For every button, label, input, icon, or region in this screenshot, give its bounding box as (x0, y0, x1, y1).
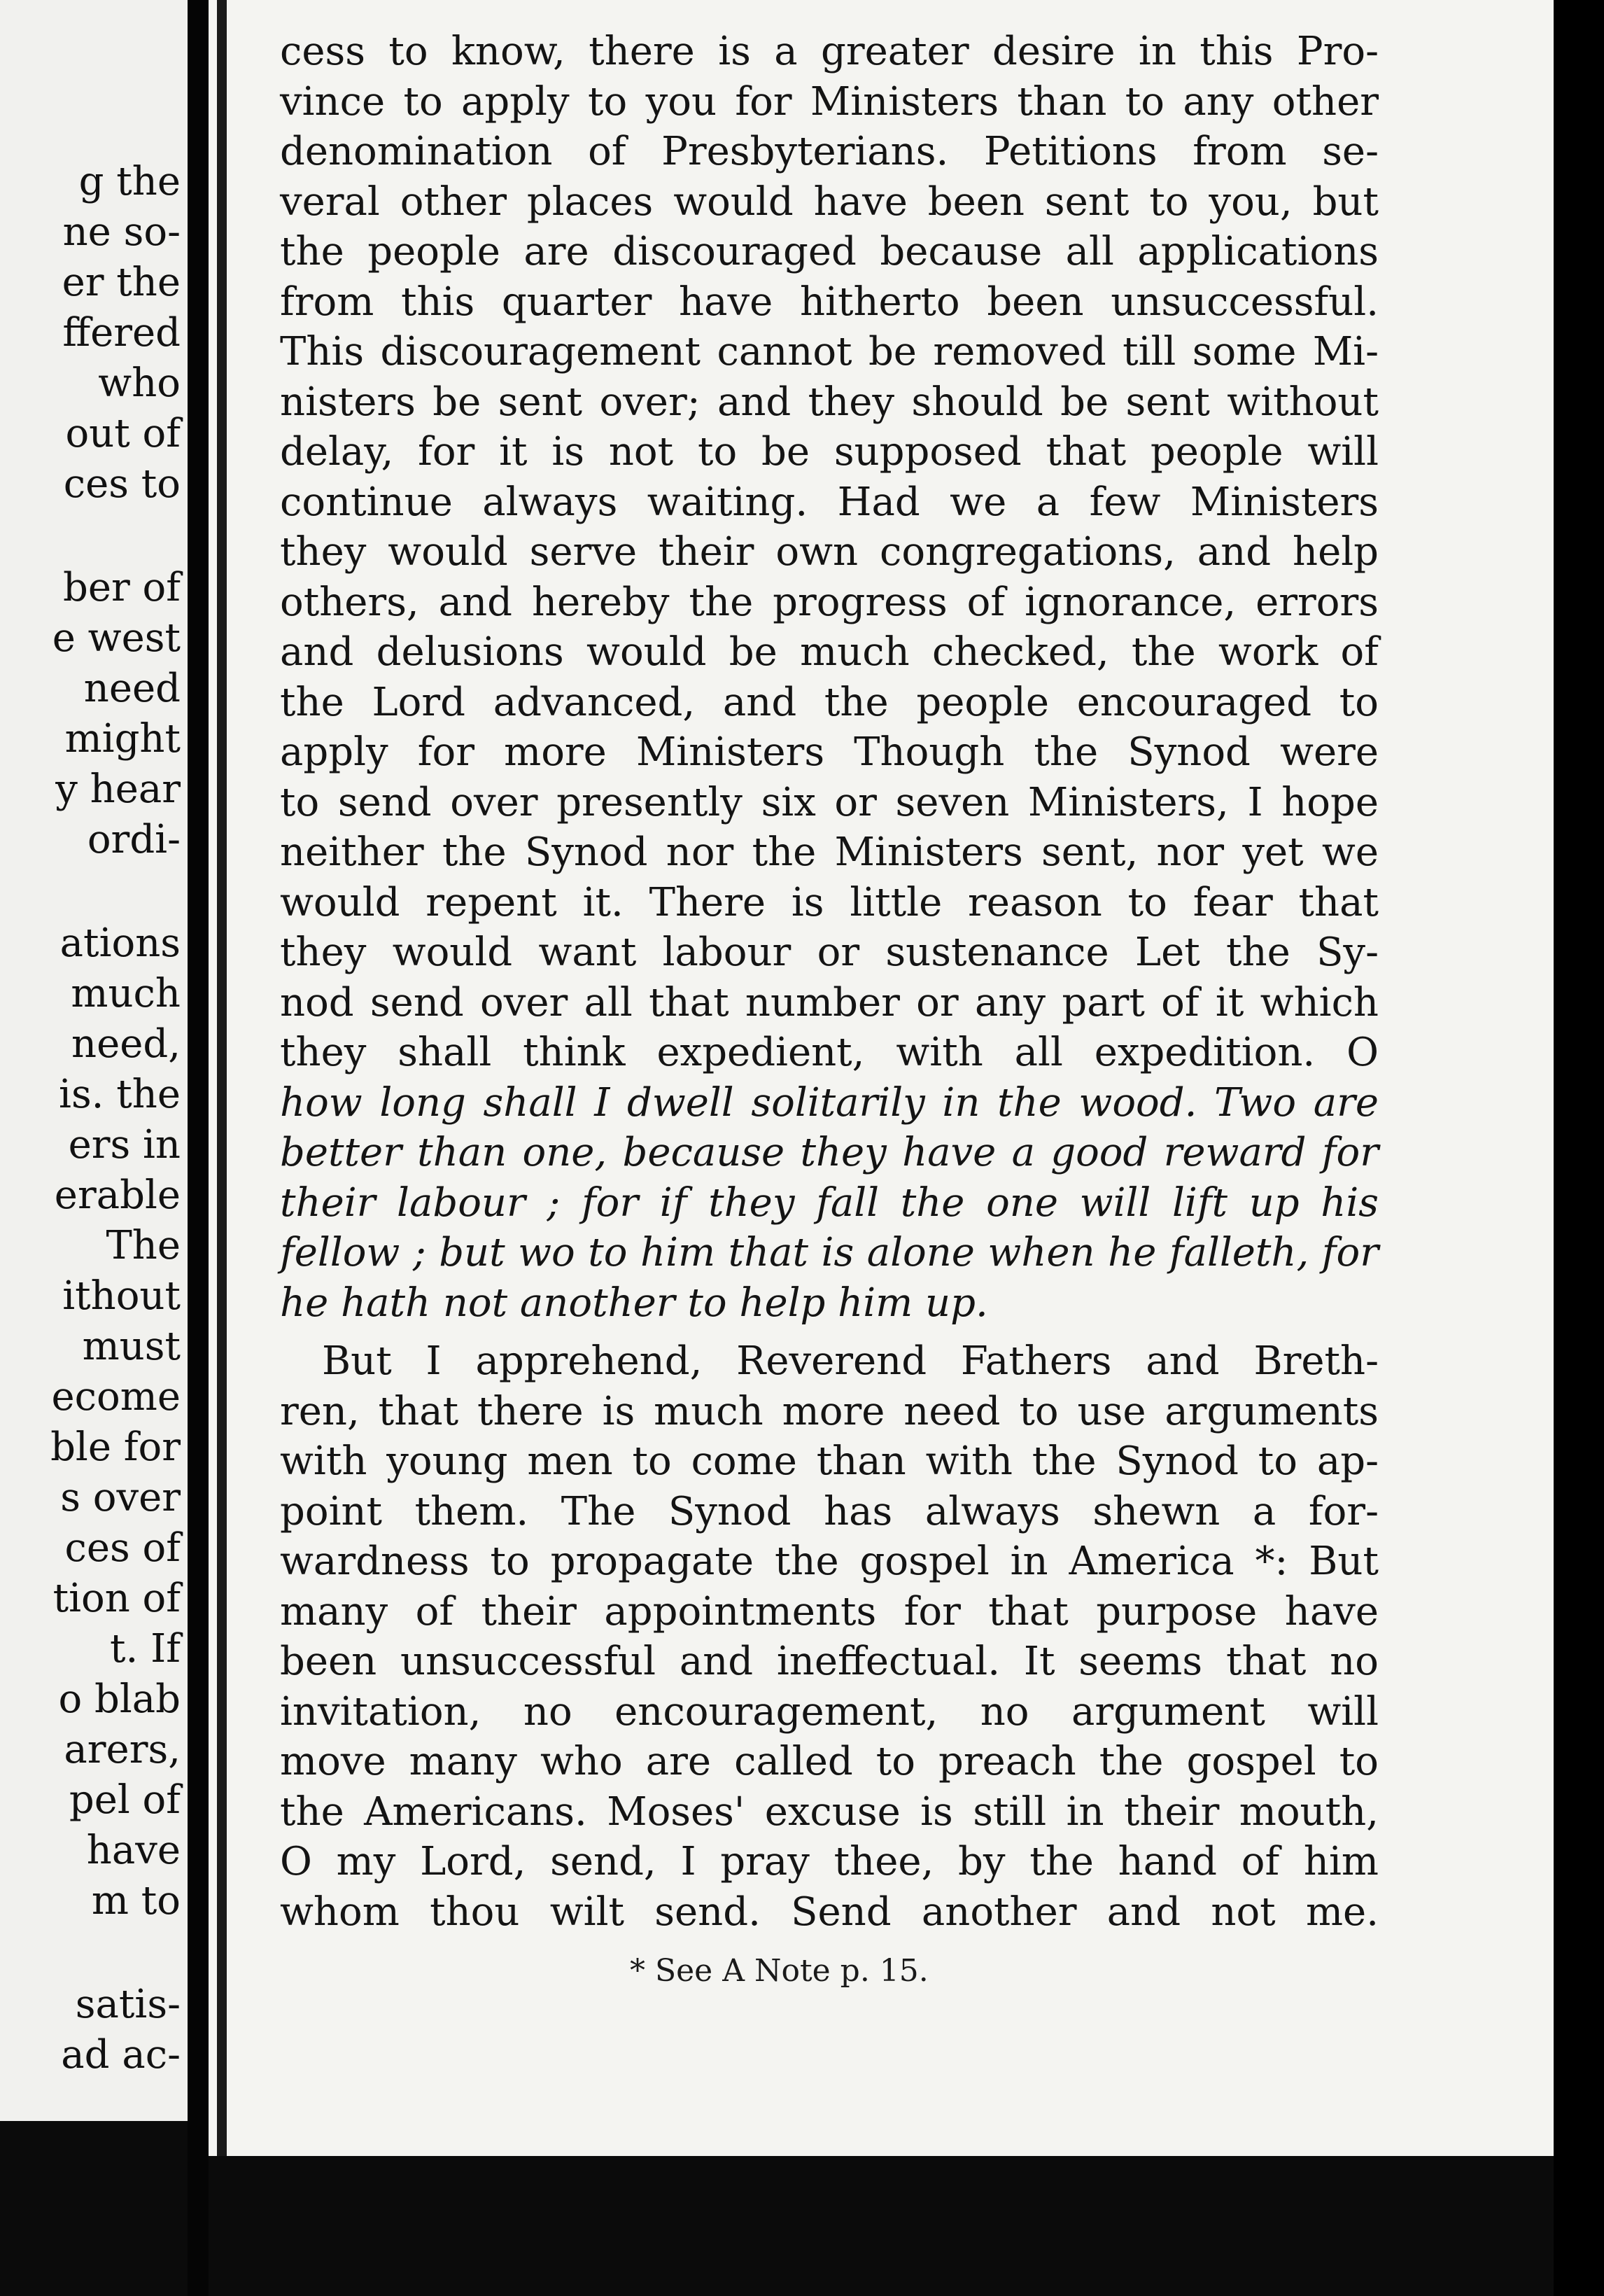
left-page-line: might (64, 716, 181, 762)
left-page-line: er the (62, 260, 181, 305)
left-page-line: have (86, 1828, 181, 1873)
left-page-line: arers, (64, 1727, 181, 1772)
text-line: continue always waiting. Had we a few Ministers (280, 479, 1379, 525)
left-page-line: The (106, 1223, 181, 1268)
left-page-line: y hear (55, 766, 181, 812)
text-line: whom thou wilt send. Send another and not me. (280, 1889, 1379, 1935)
left-page-line: t. If (110, 1626, 181, 1672)
left-page-line: ordi- (87, 817, 181, 862)
text-line: cess to know, there is a greater desire in this Pro- (280, 29, 1379, 74)
text-line: to send over presently six or seven Ministers, I hope (280, 780, 1379, 825)
left-page-line: ations (59, 920, 181, 966)
text-line: from this quarter have hitherto been unsuccessful. (280, 279, 1379, 325)
text-line: the people are discouraged because all applications (280, 229, 1379, 274)
text-line: their labour ; for if they fall the one will lift up his (280, 1180, 1379, 1226)
text-line: fellow ; but wo to him that is alone when he falleth, for (280, 1230, 1379, 1275)
text-line: vince to apply to you for Ministers than to any other (280, 79, 1379, 125)
left-page-line: ne so- (62, 209, 181, 255)
text-line: invitation, no encouragement, no argument will (280, 1689, 1379, 1735)
text-line: veral other places would have been sent to you, but (280, 179, 1379, 225)
left-page-line: ithout (62, 1273, 181, 1319)
text-line: others, and hereby the progress of ignorance, errors (280, 580, 1379, 625)
left-page-line: pel of (69, 1777, 181, 1823)
text-line: they would want labour or sustenance Let the Sy- (280, 930, 1379, 975)
left-page-line: tion of (52, 1576, 181, 1621)
page-edge-shadow (217, 0, 227, 2156)
text-line: move many who are called to preach the gospel to (280, 1739, 1379, 1784)
binding-gutter (188, 0, 209, 2296)
left-page-line: must (82, 1324, 181, 1369)
text-line: nod send over all that number or any part of it which (280, 980, 1379, 1026)
text-line: with young men to come than with the Synod to ap- (280, 1438, 1379, 1484)
text-line: denomination of Presbyterians. Petitions from se- (280, 129, 1379, 174)
left-page-line: need (83, 666, 181, 711)
text-line: better than one, because they have a good reward for (280, 1130, 1379, 1175)
text-line: they would serve their own congregations, and help (280, 529, 1379, 575)
text-line: This discouragement cannot be removed till some Mi- (280, 329, 1379, 374)
text-line: wardness to propagate the gospel in America *: But (280, 1539, 1379, 1584)
text-line: the Lord advanced, and the people encouraged to (280, 680, 1379, 725)
text-line: and delusions would be much checked, the work of (280, 629, 1379, 675)
left-page-line: need, (71, 1021, 181, 1067)
text-line: delay, for it is not to be supposed that people will (280, 429, 1379, 475)
text-line: he hath not another to help him up. (280, 1280, 988, 1326)
text-line: O my Lord, send, I pray thee, by the hand of him (280, 1839, 1379, 1884)
left-page-line: out of (65, 411, 181, 456)
text-line: would repent it. There is little reason to fear that (280, 880, 1379, 925)
left-page-line: o blab (58, 1676, 181, 1722)
right-dark-margin (1554, 0, 1604, 2296)
left-page-line: s over (60, 1475, 181, 1520)
left-page-line: is. the (59, 1072, 181, 1117)
left-page-line: ers in (68, 1122, 181, 1168)
left-page-line: ecome (51, 1374, 181, 1420)
text-line: But I apprehend, Reverend Fathers and Breth- (322, 1338, 1379, 1384)
text-line: many of their appointments for that purpose have (280, 1589, 1379, 1634)
text-line: apply for more Ministers Though the Synod were (280, 729, 1379, 775)
text-line: been unsuccessful and ineffectual. It seems that no (280, 1639, 1379, 1684)
left-page-line: g the (78, 159, 181, 204)
text-line: ren, that there is much more need to use arguments (280, 1389, 1379, 1434)
left-page-line: erable (54, 1172, 181, 1218)
left-page-line: ffered (62, 310, 181, 356)
footnote: * See A Note p. 15. (630, 1953, 929, 1989)
left-page-line: ad ac- (61, 2032, 181, 2078)
left-page-line: satis- (75, 1982, 181, 2027)
text-line: they shall think expedient, with all expedition. O (280, 1030, 1379, 1075)
left-page-line: ces to (63, 461, 181, 507)
left-page-line: e west (52, 615, 181, 661)
left-page-line: ces of (64, 1525, 181, 1571)
text-line: how long shall I dwell solitarily in the wood. Two are (280, 1080, 1379, 1126)
text-line: point them. The Synod has always shewn a for- (280, 1489, 1379, 1534)
left-page-line: ber of (63, 565, 181, 610)
text-line: neither the Synod nor the Ministers sent, nor yet we (280, 830, 1379, 875)
text-line: nisters be sent over; and they should be sent without (280, 379, 1379, 425)
text-line: the Americans. Moses' excuse is still in their mouth, (280, 1789, 1379, 1835)
left-facing-page (0, 0, 188, 2121)
left-page-line: much (71, 971, 181, 1016)
left-page-line: m to (91, 1878, 181, 1924)
left-page-line: ble for (50, 1424, 181, 1470)
left-page-line: who (98, 360, 181, 406)
